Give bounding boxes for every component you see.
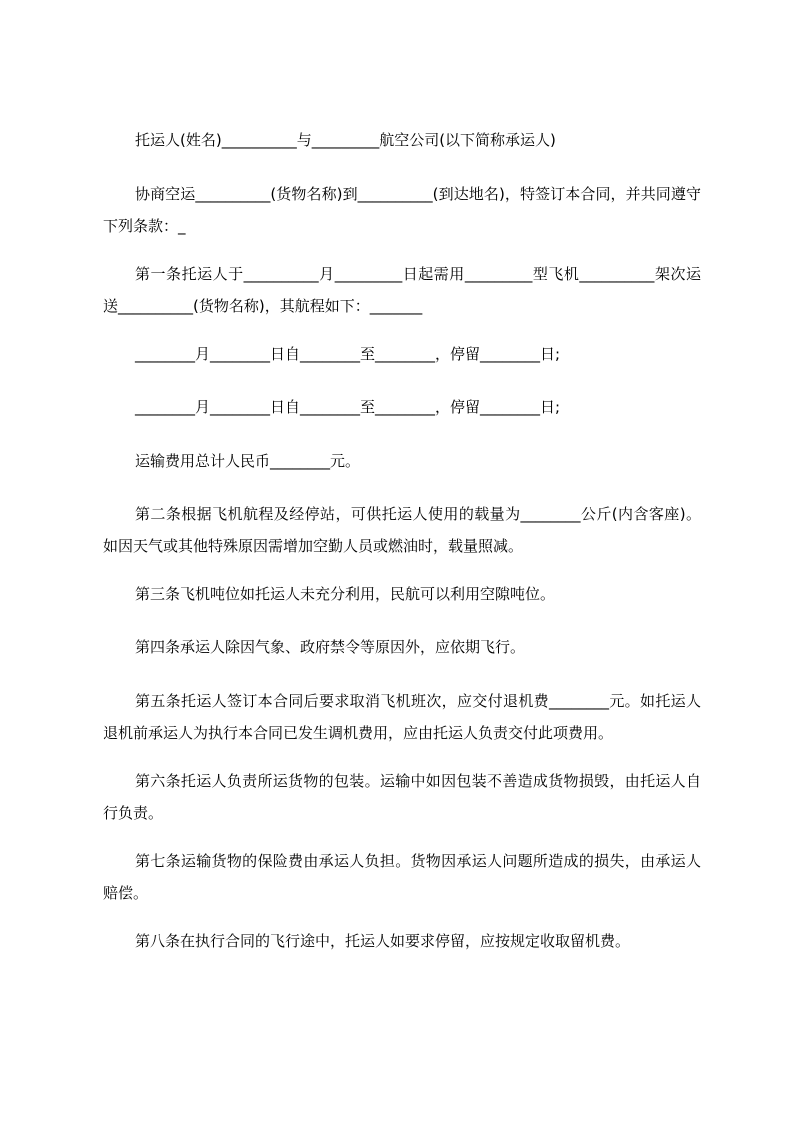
paragraph-article-1: 第一条托运人于__________月_________日起需用_________型飞机__________架次运送__________(货物名称)，其航程如下：_______ <box>103 265 701 315</box>
paragraph-route-2: ________月________日自________至________，停留________日; <box>135 398 561 416</box>
paragraph-parties: 托运人(姓名)__________与_________航空公司(以下简称承运人) <box>135 131 556 149</box>
paragraph-article-2: 第二条根据飞机航程及经停站，可供托运人使用的载量为________公斤(内含客座)。如因天气或其他特殊原因需增加空勤人员或燃油时，载量照减。 <box>103 505 701 555</box>
paragraph-article-7: 第七条运输货物的保险费由承运人负担。货物因承运人问题所造成的损失，由承运人赔偿。 <box>103 852 701 902</box>
paragraph-agreement: 协商空运__________(货物名称)到__________(到达地名)，特签订本合同，并共同遵守下列条款：_ <box>103 185 701 235</box>
paragraph-article-6: 第六条托运人负责所运货物的包装。运输中如因包装不善造成货物损毁，由托运人自行负责。 <box>103 772 701 822</box>
paragraph-article-3: 第三条飞机吨位如托运人未充分利用，民航可以利用空隙吨位。 <box>135 585 556 603</box>
paragraph-article-4: 第四条承运人除因气象、政府禁令等原因外，应依期飞行。 <box>135 638 526 656</box>
paragraph-article-5: 第五条托运人签订本合同后要求取消飞机班次，应交付退机费________元。如托运人退机前承运人为执行本合同已发生调机费用，应由托运人负责交付此项费用。 <box>103 692 701 742</box>
paragraph-article-8: 第八条在执行合同的飞行途中，托运人如要求停留，应按规定收取留机费。 <box>135 932 631 950</box>
paragraph-transport-fee: 运输费用总计人民币________元。 <box>135 452 361 470</box>
paragraph-route-1: ________月________日自________至________，停留________日; <box>135 345 561 363</box>
